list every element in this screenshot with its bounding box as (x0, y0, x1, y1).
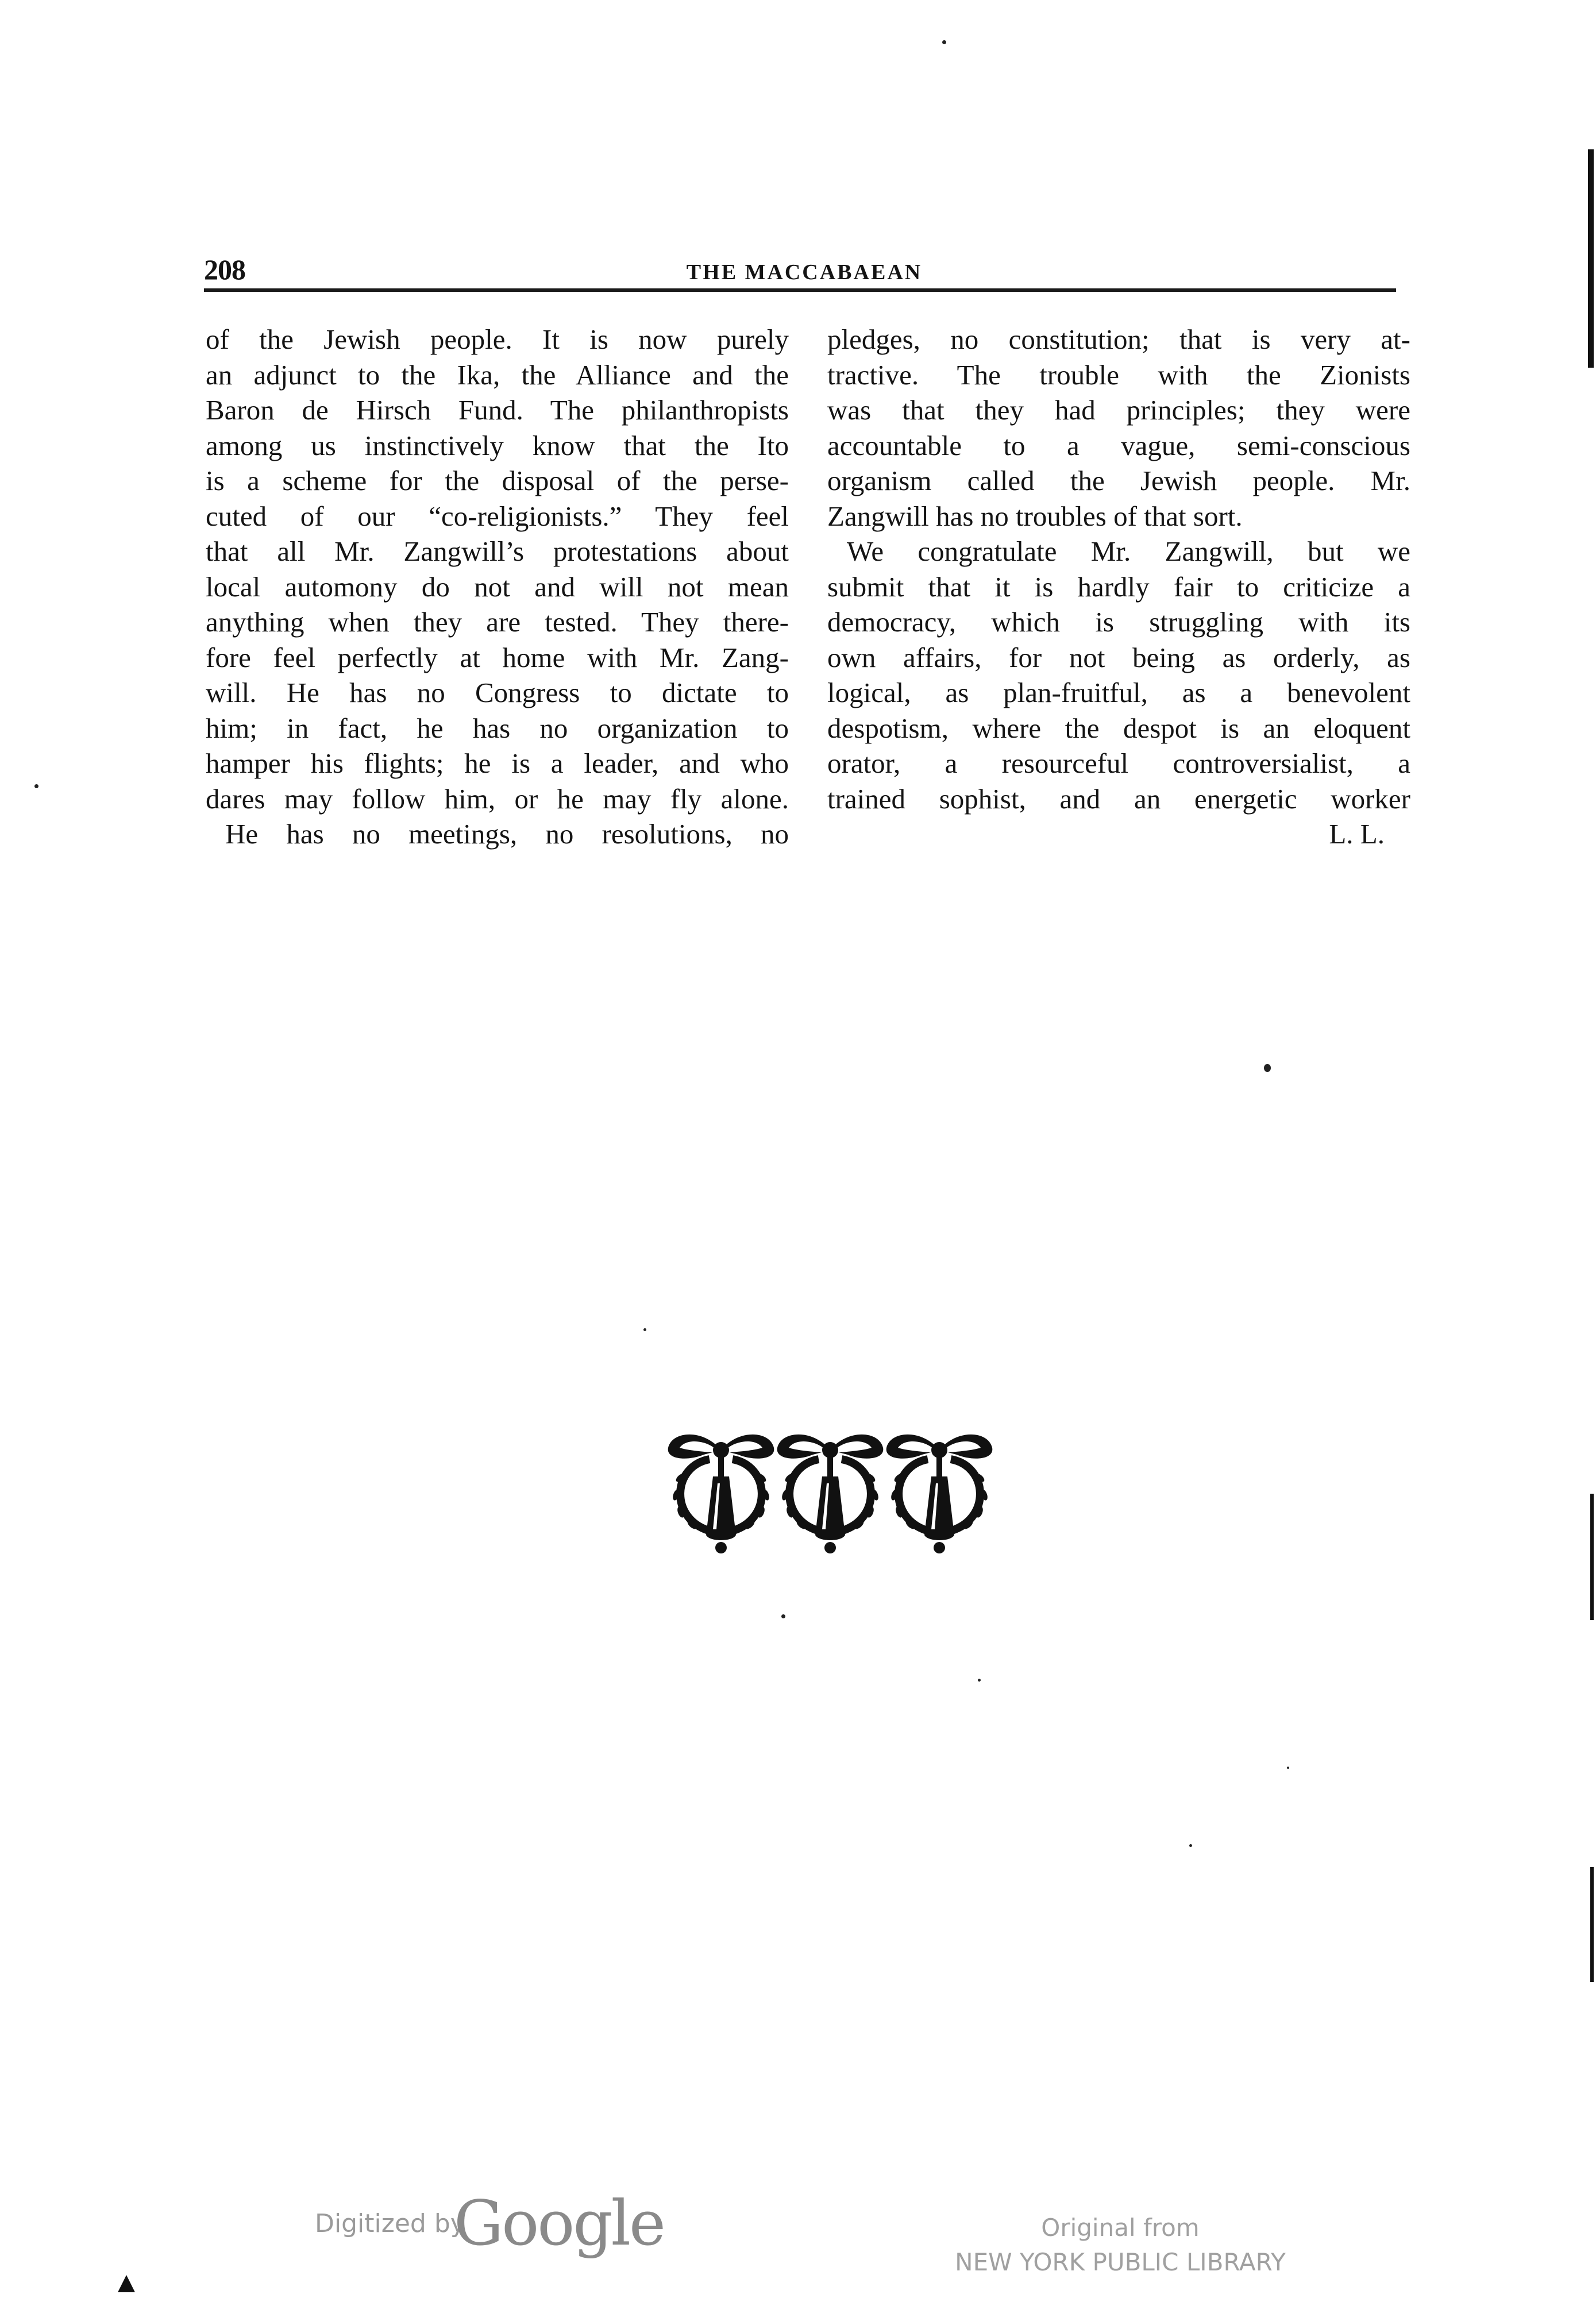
running-title: THE MACCABAEAN (686, 260, 923, 284)
original-source-label (942, 2211, 1298, 2280)
google-logo: Google (454, 2188, 664, 2260)
text-line: despotism, where the despot is an eloquent (827, 712, 1410, 744)
text-line: was that they had principles; they were (827, 394, 1410, 426)
scan-edge-mark (1590, 1494, 1594, 1620)
text-line: anything when they are tested. They there- (206, 606, 789, 638)
text-line: Baron de Hirsch Fund. The philanthropists (206, 394, 789, 426)
library-name: NEW YORK PUBLIC LIBRARY (955, 2248, 1286, 2276)
scan-speck (1189, 1844, 1192, 1847)
header-rule (204, 288, 1396, 292)
scan-speck (978, 1679, 981, 1682)
text-line: He has no meetings, no resolutions, no (225, 818, 789, 850)
scan-edge-mark (1590, 1867, 1594, 1982)
scan-speck (781, 1614, 785, 1618)
text-line: dares may follow him, or he may fly alone. (206, 782, 789, 815)
page-number: 208 (204, 253, 245, 286)
original-from-text: Original from (1041, 2214, 1200, 2242)
text-line: own affairs, for not being as orderly, as (827, 641, 1410, 673)
scan-edge-mark (1588, 149, 1594, 368)
text-line: organism called the Jewish people. Mr. (827, 465, 1410, 496)
text-line: Zangwill has no troubles of that sort. (827, 500, 1243, 532)
bell-wreath-ornament-icon (666, 1425, 994, 1557)
right-column (827, 322, 1410, 852)
text-line: local automony do not and will not mean (206, 570, 789, 603)
text-line: pledges, no constitution; that is very at- (827, 323, 1410, 355)
text-line: orator, a resourceful controversialist, a (827, 747, 1410, 779)
scan-speck (643, 1328, 646, 1331)
text-line: an adjunct to the Ika, the Alliance and the (206, 358, 789, 391)
text-line: tractive. The trouble with the Zionists (827, 358, 1410, 391)
text-line: fore feel perfectly at home with Mr. Zang- (206, 641, 789, 673)
text-line: that all Mr. Zangwill’s protestations about (206, 535, 789, 567)
scan-speck (1287, 1767, 1289, 1769)
author-signature: L. L. (1329, 818, 1385, 850)
text-line: submit that it is hardly fair to criticize a (827, 570, 1410, 603)
scan-edge-mark (118, 2275, 135, 2292)
left-column (206, 322, 789, 852)
text-line: logical, as plan-fruitful, as a benevolent (827, 677, 1410, 708)
text-line: hamper his flights; he is a leader, and who (206, 747, 789, 779)
text-line: is a scheme for the disposal of the perse- (206, 465, 789, 496)
text-line: him; in fact, he has no organization to (206, 712, 789, 744)
digitized-by-label: Digitized by (315, 2209, 465, 2238)
scan-speck (942, 40, 946, 44)
text-line: will. He has no Congress to dictate to (206, 677, 789, 708)
scan-speck (34, 784, 38, 788)
text-line: among us instinctively know that the Ito (206, 429, 789, 461)
text-line: trained sophist, and an energetic worker (827, 782, 1410, 815)
text-line: of the Jewish people. It is now purely (206, 323, 789, 355)
text-line: We congratulate Mr. Zangwill, but we (847, 535, 1410, 567)
text-line: accountable to a vague, semi-conscious (827, 429, 1410, 461)
text-line: democracy, which is struggling with its (827, 606, 1410, 638)
text-line: cuted of our “co-religionists.” They feel (206, 500, 789, 532)
scan-speck (1264, 1064, 1271, 1072)
